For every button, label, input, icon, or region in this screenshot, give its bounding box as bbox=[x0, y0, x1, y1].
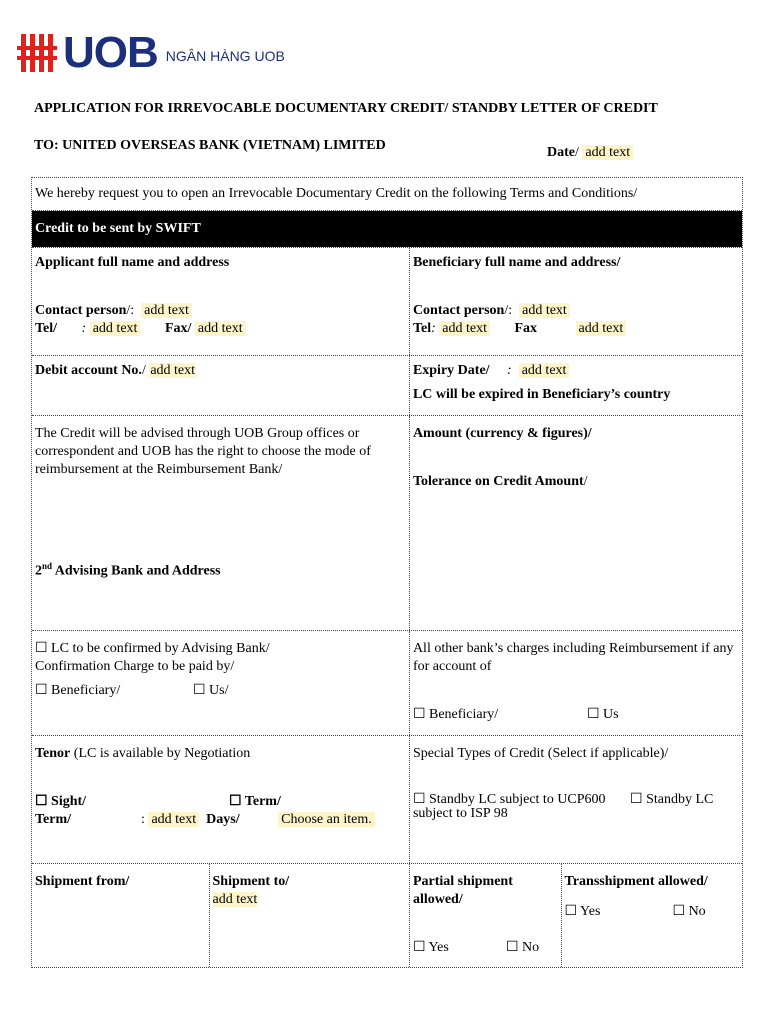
standby-ucp600-checkbox[interactable]: ☐ Standby LC subject to UCP600 bbox=[412, 792, 606, 807]
days-label: Days/ bbox=[206, 812, 240, 827]
amount-cell: Amount (currency & figures)/ Tolerance on Credit Amount/ bbox=[409, 416, 742, 630]
intro-row bbox=[32, 178, 742, 210]
charges-us-checkbox[interactable]: ☐ Us bbox=[586, 707, 619, 722]
transshipment-cell bbox=[561, 864, 742, 967]
partial-no-checkbox[interactable]: ☐ No bbox=[505, 940, 540, 955]
trans-yes-checkbox[interactable]: ☐ Yes bbox=[564, 904, 601, 919]
special-label: Special Types of Credit (Select if applicable)/ bbox=[412, 746, 669, 761]
application-form bbox=[31, 177, 743, 968]
beneficiary-contact-input[interactable]: add text bbox=[519, 303, 570, 318]
date-input[interactable]: add text bbox=[582, 145, 633, 160]
term-checkbox[interactable]: ☐ Term/ bbox=[229, 794, 281, 809]
uob-logo-mark-icon bbox=[17, 32, 57, 74]
term-input[interactable]: add text bbox=[148, 812, 199, 827]
tenor-label-rest: (LC is available by Negotiation bbox=[70, 746, 251, 761]
advise-amount-row bbox=[32, 415, 742, 630]
advise-text: The Credit will be advised through UOB Group offices or correspondent and UOB has the right to choose the mode of reimbursement at the Reimbursement Bank/ bbox=[35, 426, 371, 477]
beneficiary-label: Beneficiary full name and address/ bbox=[412, 255, 621, 270]
confirm-cell bbox=[32, 631, 409, 735]
partial-shipment-cell bbox=[409, 864, 561, 967]
shipment-row bbox=[32, 863, 742, 967]
partial-yes-checkbox[interactable]: ☐ Yes bbox=[412, 940, 449, 955]
applicant-tel-input[interactable]: add text bbox=[90, 321, 141, 336]
confirm-beneficiary-checkbox[interactable]: ☐ Beneficiary/ bbox=[35, 683, 121, 698]
uob-logo bbox=[17, 28, 285, 77]
special-cell bbox=[409, 736, 742, 863]
standby-isp98-checkbox[interactable]: ☐ Standby LC subject to ISP 98 bbox=[412, 792, 714, 821]
charges-text: All other bank’s charges including Reimbursement if any for account of bbox=[412, 641, 734, 674]
debit-expiry-row bbox=[32, 355, 742, 415]
confirm-charges-row bbox=[32, 630, 742, 735]
charges-cell bbox=[409, 631, 742, 735]
transshipment-label: Transshipment allowed/ bbox=[564, 874, 708, 889]
shipment-to-input[interactable]: add text bbox=[212, 892, 258, 907]
sight-checkbox[interactable]: ☐ Sight/ bbox=[35, 794, 87, 809]
second-advising-bank-label: 2nd Advising Bank and Address bbox=[35, 561, 221, 579]
expiry-cell: Expiry Date/ : add text LC will be expired in Beneficiary’s country bbox=[409, 356, 742, 415]
confirm-checkbox[interactable]: ☐ LC to be confirmed by Advising Bank/ bbox=[35, 641, 270, 656]
logo-brand: UOB bbox=[63, 28, 158, 77]
tenor-special-row bbox=[32, 735, 742, 863]
intro-text: We hereby request you to open an Irrevocable Documentary Credit on the following Terms and Conditions/ bbox=[35, 186, 638, 201]
expiry-label: Expiry Date/ bbox=[412, 363, 490, 378]
beneficiary-fax-label: Fax bbox=[514, 321, 538, 336]
applicant-fax-label: Fax/ bbox=[164, 321, 192, 336]
trans-no-checkbox[interactable]: ☐ No bbox=[672, 904, 706, 919]
logo-subtitle: NGÂN HÀNG UOB bbox=[165, 48, 285, 64]
tenor-cell: Tenor (LC is available by Negotiation ☐ Sight/ ☐ Term/ Term/ : add text Days/ Choose an item. bbox=[32, 736, 409, 863]
applicant-contact-input[interactable]: add text bbox=[141, 303, 192, 318]
date-label: Date bbox=[547, 145, 575, 160]
party-row bbox=[32, 247, 742, 355]
applicant-fax-input[interactable]: add text bbox=[195, 321, 246, 336]
shipment-to-label: Shipment to/ bbox=[212, 874, 290, 889]
applicant-contact-label: Contact person bbox=[35, 303, 127, 318]
term-label: Term/ bbox=[35, 812, 72, 827]
charges-beneficiary-checkbox[interactable]: ☐ Beneficiary/ bbox=[412, 707, 499, 722]
tenor-label: Tenor bbox=[35, 746, 71, 761]
tolerance-label: Tolerance on Credit Amount bbox=[412, 474, 584, 489]
document-title: APPLICATION FOR IRREVOCABLE DOCUMENTARY CREDIT/ STANDBY LETTER OF CREDIT bbox=[34, 101, 658, 116]
expiry-input[interactable]: add text bbox=[519, 363, 570, 378]
shipment-to-cell bbox=[209, 864, 409, 967]
expiry-note: LC will be expired in Beneficiary’s country bbox=[412, 387, 671, 402]
beneficiary-cell: Beneficiary full name and address/ Contact person/: add text Tel: add text Fax add text bbox=[409, 248, 742, 355]
swift-bar-row bbox=[32, 210, 742, 247]
beneficiary-contact-label: Contact person bbox=[412, 303, 505, 318]
applicant-cell: Applicant full name and address Contact person/: add text Tel/ : add text Fax/ add text bbox=[32, 248, 409, 355]
partial-shipment-label: Partial shipment allowed/ bbox=[412, 874, 513, 907]
debit-label: Debit account No. bbox=[35, 363, 142, 378]
beneficiary-fax-input[interactable]: add text bbox=[576, 321, 627, 336]
applicant-label: Applicant full name and address bbox=[35, 255, 230, 270]
confirm-charge-label: Confirmation Charge to be paid by/ bbox=[35, 659, 235, 674]
amount-label: Amount (currency & figures)/ bbox=[412, 426, 592, 441]
date-field: Date/ add text bbox=[547, 145, 633, 161]
shipment-from-label: Shipment from/ bbox=[35, 874, 130, 889]
beneficiary-tel-input[interactable]: add text bbox=[439, 321, 490, 336]
days-dropdown[interactable]: Choose an item. bbox=[278, 812, 375, 827]
debit-input[interactable]: add text bbox=[150, 363, 196, 378]
beneficiary-tel-label: Tel bbox=[412, 321, 432, 336]
debit-cell: Debit account No./ add text bbox=[35, 363, 196, 378]
swift-bar: Credit to be sent by SWIFT bbox=[32, 211, 742, 247]
applicant-tel-label: Tel/ bbox=[35, 321, 58, 336]
confirm-us-checkbox[interactable]: ☐ Us/ bbox=[193, 683, 229, 698]
shipment-from-cell bbox=[32, 864, 209, 967]
addressee: TO: UNITED OVERSEAS BANK (VIETNAM) LIMITED bbox=[34, 138, 386, 153]
advise-cell bbox=[32, 416, 409, 630]
